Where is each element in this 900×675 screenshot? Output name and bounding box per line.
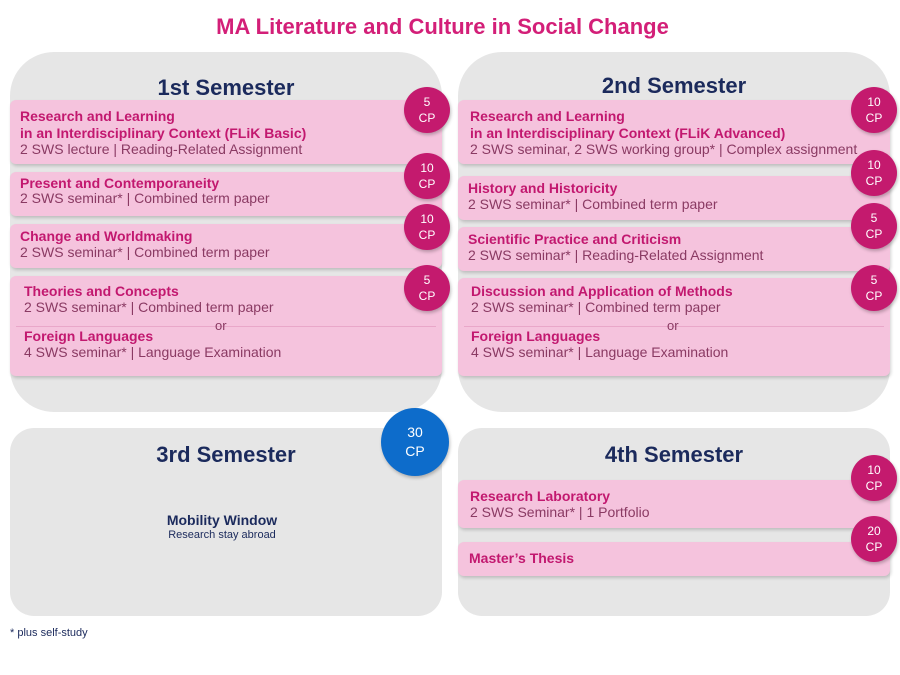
module-desc: 2 SWS seminar* | Combined term paper	[20, 244, 270, 260]
module-desc: 2 SWS seminar* | Combined term paper	[20, 190, 270, 206]
cp-value: 5	[870, 273, 878, 287]
module-desc: 2 SWS lecture | Reading-Related Assignment	[20, 141, 303, 157]
semester-3-title: 3rd Semester	[156, 442, 296, 467]
module-desc: 2 SWS seminar* | Combined term paper	[24, 299, 274, 315]
module-card-thesis	[458, 542, 890, 576]
module-title-line2: in an Interdisciplinary Context (FLiK Basic)	[20, 125, 307, 141]
footnote: * plus self-study	[10, 627, 88, 639]
cp-badge	[851, 265, 897, 311]
cp-value: 30	[407, 424, 423, 440]
cp-badge	[404, 265, 450, 311]
cp-unit: CP	[865, 289, 883, 303]
cp-value: 10	[867, 158, 881, 172]
module-card-scientific	[458, 227, 890, 271]
module-alt-desc: 4 SWS seminar* | Language Examination	[471, 344, 729, 360]
cp-badge	[851, 516, 897, 562]
module-card-present	[10, 172, 442, 216]
cp-badge	[851, 87, 897, 133]
module-card-flik-basic	[10, 100, 442, 164]
cp-badge	[851, 455, 897, 501]
semester-2-title: 2nd Semester	[601, 73, 747, 98]
module-title: Scientific Practice and Criticism	[468, 231, 682, 247]
cp-unit: CP	[865, 479, 883, 493]
module-desc: 2 SWS seminar* | Reading-Related Assignment	[468, 247, 764, 263]
cp-unit: CP	[865, 227, 883, 241]
module-desc: 2 SWS seminar, 2 SWS working group* | Complex assignment	[470, 141, 858, 157]
module-card-methods	[458, 278, 890, 376]
cp-value: 10	[420, 212, 434, 226]
module-alt-title: Foreign Languages	[471, 328, 601, 344]
page-title: MA Literature and Culture in Social Change	[216, 14, 669, 39]
semester-1-title: 1st Semester	[157, 75, 295, 100]
cp-value: 5	[870, 211, 878, 225]
module-card-change	[10, 224, 442, 268]
module-title-line2: in an Interdisciplinary Context (FLiK Advanced)	[470, 125, 786, 141]
module-desc: 2 SWS seminar* | Combined term paper	[471, 299, 721, 315]
module-title: History and Historicity	[468, 180, 618, 196]
module-card-flik-advanced	[458, 100, 890, 164]
cp-unit: CP	[865, 111, 883, 125]
cp-badge	[851, 203, 897, 249]
module-desc: 2 SWS Seminar* | 1 Portfolio	[470, 504, 650, 520]
module-desc: 2 SWS seminar* | Combined term paper	[468, 196, 718, 212]
cp-badge	[404, 204, 450, 250]
cp-unit: CP	[405, 443, 425, 459]
cp-value: 10	[420, 161, 434, 175]
module-title: Theories and Concepts	[24, 283, 179, 299]
module-title-line1: Research and Learning	[20, 108, 175, 124]
cp-badge	[851, 150, 897, 196]
cp-value: 20	[867, 524, 881, 538]
cp-value: 5	[423, 273, 431, 287]
module-alt-desc: 4 SWS seminar* | Language Examination	[24, 344, 282, 360]
cp-badge	[404, 87, 450, 133]
module-title: Present and Contemporaneity	[20, 175, 220, 191]
semester-4-title: 4th Semester	[604, 442, 744, 467]
or-label: or	[667, 318, 679, 333]
module-alt-title: Foreign Languages	[24, 328, 154, 344]
or-label: or	[215, 318, 227, 333]
mobility-window-subtitle: Research stay abroad	[168, 529, 276, 541]
cp-unit: CP	[865, 174, 883, 188]
module-title: Discussion and Application of Methods	[471, 283, 733, 299]
module-card-theories	[10, 276, 442, 376]
mobility-window-title: Mobility Window	[166, 512, 278, 528]
cp-unit: CP	[865, 540, 883, 554]
cp-unit: CP	[418, 111, 436, 125]
cp-badge-total	[381, 408, 449, 476]
module-title-line1: Research and Learning	[470, 108, 625, 124]
module-title: Research Laboratory	[470, 488, 611, 504]
cp-badge	[404, 153, 450, 199]
module-card-research-lab	[458, 480, 890, 528]
cp-unit: CP	[418, 289, 436, 303]
cp-unit: CP	[418, 228, 436, 242]
module-title: Change and Worldmaking	[20, 228, 193, 244]
cp-value: 5	[423, 95, 431, 109]
cp-value: 10	[867, 95, 881, 109]
cp-unit: CP	[418, 177, 436, 191]
cp-value: 10	[867, 463, 881, 477]
module-title: Master’s Thesis	[469, 550, 575, 566]
module-card-history	[458, 176, 890, 220]
